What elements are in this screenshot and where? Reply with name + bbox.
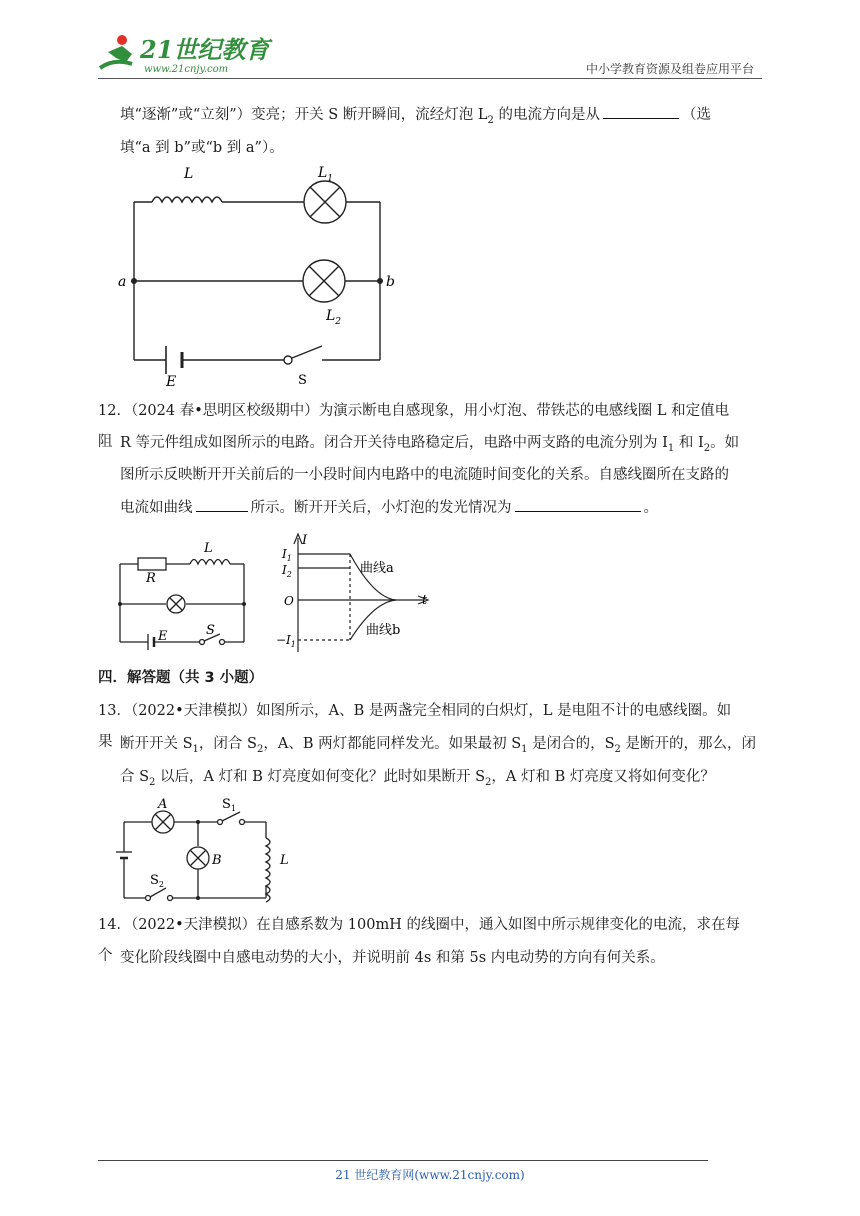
footer-divider	[98, 1160, 708, 1161]
svg-text:I1: $I_1$	[282, 547, 292, 563]
answer-blank	[196, 497, 248, 512]
svg-text:A: A	[158, 797, 168, 812]
svg-text:t: t	[422, 593, 428, 608]
svg-text:O: O	[284, 594, 294, 608]
svg-text:I2: $I_2$	[282, 563, 292, 579]
svg-text:S1: $S_1$	[222, 797, 236, 813]
resistor-R	[138, 558, 166, 570]
svg-text:S2: $S_2$	[150, 873, 164, 889]
q13-line3: 合 $S_2$ 以后，A 灯和 B 灯亮度如何变化？此时如果断开 $S_2$，A 灯和 B 灯亮度又将如何变化？	[120, 769, 715, 788]
platform-title: 中小学教育资源及组卷应用平台	[585, 62, 754, 76]
circuit-figure-2	[112, 532, 252, 656]
q12-line1: 12．（2024 春•思明区校级期中）为演示断电自感现象，用小灯泡、带铁芯的电感线圈 L 和定值电阻	[98, 403, 730, 450]
answer-blank	[515, 497, 641, 512]
inductor-coil	[190, 560, 230, 565]
svg-text:L: L	[280, 853, 289, 868]
svg-text:b: b	[386, 274, 395, 290]
section-heading: 四．解答题（共 3 小题）	[98, 670, 264, 686]
current-time-graph	[278, 530, 438, 656]
svg-text:B: B	[212, 853, 222, 868]
switch-S1-blade	[222, 812, 240, 821]
svg-text:I: I	[302, 533, 308, 548]
svg-text:E: E	[158, 629, 168, 644]
svg-text:R: R	[146, 571, 156, 586]
switch-S2-blade	[150, 888, 166, 897]
svg-text:a: a	[118, 274, 127, 290]
svg-text:L: L	[184, 166, 194, 182]
svg-text:曲线a: 曲线a	[360, 561, 394, 576]
q12-line2: R 等元件组成如图所示的电路。闭合开关待电路稳定后，电路中两支路的电流分别为 $I_1$ 和 $I_2$。如	[120, 435, 740, 454]
svg-text:E: E	[166, 374, 177, 390]
q12-line3: 图所示反映断开开关前后的一小段时间内电路中的电流随时间变化的关系。自感线圈所在支路的	[120, 467, 729, 483]
circuit-figure-3	[112, 798, 302, 906]
svg-text:−I1: $-I_1$	[276, 633, 296, 649]
q11-line1: 填“逐渐”或“立刻”）变亮；开关 S 断开瞬间，流经灯泡 $L_2$ 的电流方向是从 （选	[120, 100, 762, 136]
runner-icon	[100, 35, 132, 68]
svg-text:www.21cnjy.com: www.21cnjy.com	[144, 64, 229, 75]
q14-line1: 14．（2022•天津模拟）在自感系数为 100mH 的线圈中，通入如图中所示规律变化的电流，求在每个	[98, 917, 740, 964]
switch-pivot	[284, 356, 292, 364]
svg-text:L2: $L_2$	[326, 308, 342, 327]
footer-link[interactable]: 21 世纪教育网(www.21cnjy.com)	[335, 1168, 525, 1182]
svg-text:曲线b: 曲线b	[366, 623, 401, 638]
q12-line4: 电流如曲线 所示。断开开关后，小灯泡的发光情况为 。	[120, 493, 762, 524]
svg-text:21世纪教育: 21世纪教育	[140, 35, 270, 64]
circuit-figure-1	[110, 160, 400, 392]
answer-blank	[603, 104, 679, 119]
q13-line1: 13．（2022•天津模拟）如图所示，A、B 是两盏完全相同的白炽灯，L 是电阻不计的电感线圈。如果	[98, 703, 732, 750]
inductor-coil	[152, 197, 222, 202]
switch-blade	[292, 346, 322, 358]
svg-text:S: S	[206, 623, 215, 638]
svg-text:L1: $L_1$	[318, 165, 334, 184]
q14-line2: 变化阶段线圈中自感电动势的大小，并说明前 4s 和第 5s 内电动势的方向有何关系。	[120, 950, 665, 966]
svg-text:S: S	[298, 373, 307, 388]
q13-line2: 断开开关 $S_1$，闭合 $S_2$，A、B 两灯都能同样发光。如果最初 $S_1$ 是闭合的，$S_2$ 是断开的，那么，闭	[120, 736, 757, 755]
q11-line2: 填“a 到 b”或“b 到 a”）。	[120, 140, 284, 156]
svg-text:L: L	[204, 541, 213, 556]
header-divider	[98, 78, 762, 79]
site-logo	[92, 28, 270, 78]
